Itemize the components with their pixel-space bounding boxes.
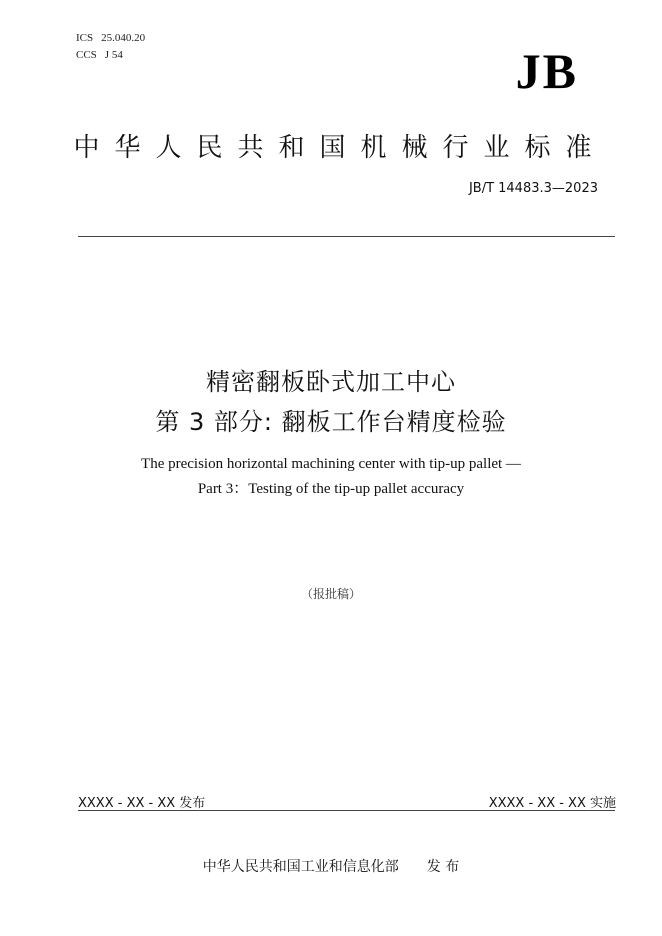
ccs-label: CCS (76, 49, 97, 61)
issuer-org: 中华人民共和国工业和信息化部 (202, 859, 399, 875)
ics-label: ICS (76, 32, 94, 44)
ccs-value: J 54 (104, 49, 123, 61)
issuer-line (0, 856, 662, 876)
jb-logo: JB (515, 43, 578, 99)
issuer-action: 发 布 (426, 859, 460, 875)
ics-value: 25.040.20 (101, 32, 146, 44)
title-cn-line2: 第 3 部分: 翻板工作台精度检验 (155, 408, 507, 436)
publish-date: XXXX - XX - XX 发布 (78, 796, 206, 811)
title-en-line1: The precision horizontal machining center with tip-up pallet — (141, 456, 521, 472)
draft-status: （报批稿） (300, 587, 361, 601)
title-en-line2: Part 3：Testing of the tip-up pallet accuracy (197, 481, 465, 497)
standard-number: JB/T 14483.3—2023 (468, 181, 598, 196)
implement-date: XXXX - XX - XX 实施 (488, 796, 616, 811)
footer-divider (78, 810, 615, 811)
header-divider (78, 236, 615, 237)
standard-category-title: 中华人民共和国机械行业标准 (73, 133, 607, 163)
classification-codes (76, 30, 145, 64)
title-cn-line1: 精密翻板卧式加工中心 (206, 368, 456, 396)
